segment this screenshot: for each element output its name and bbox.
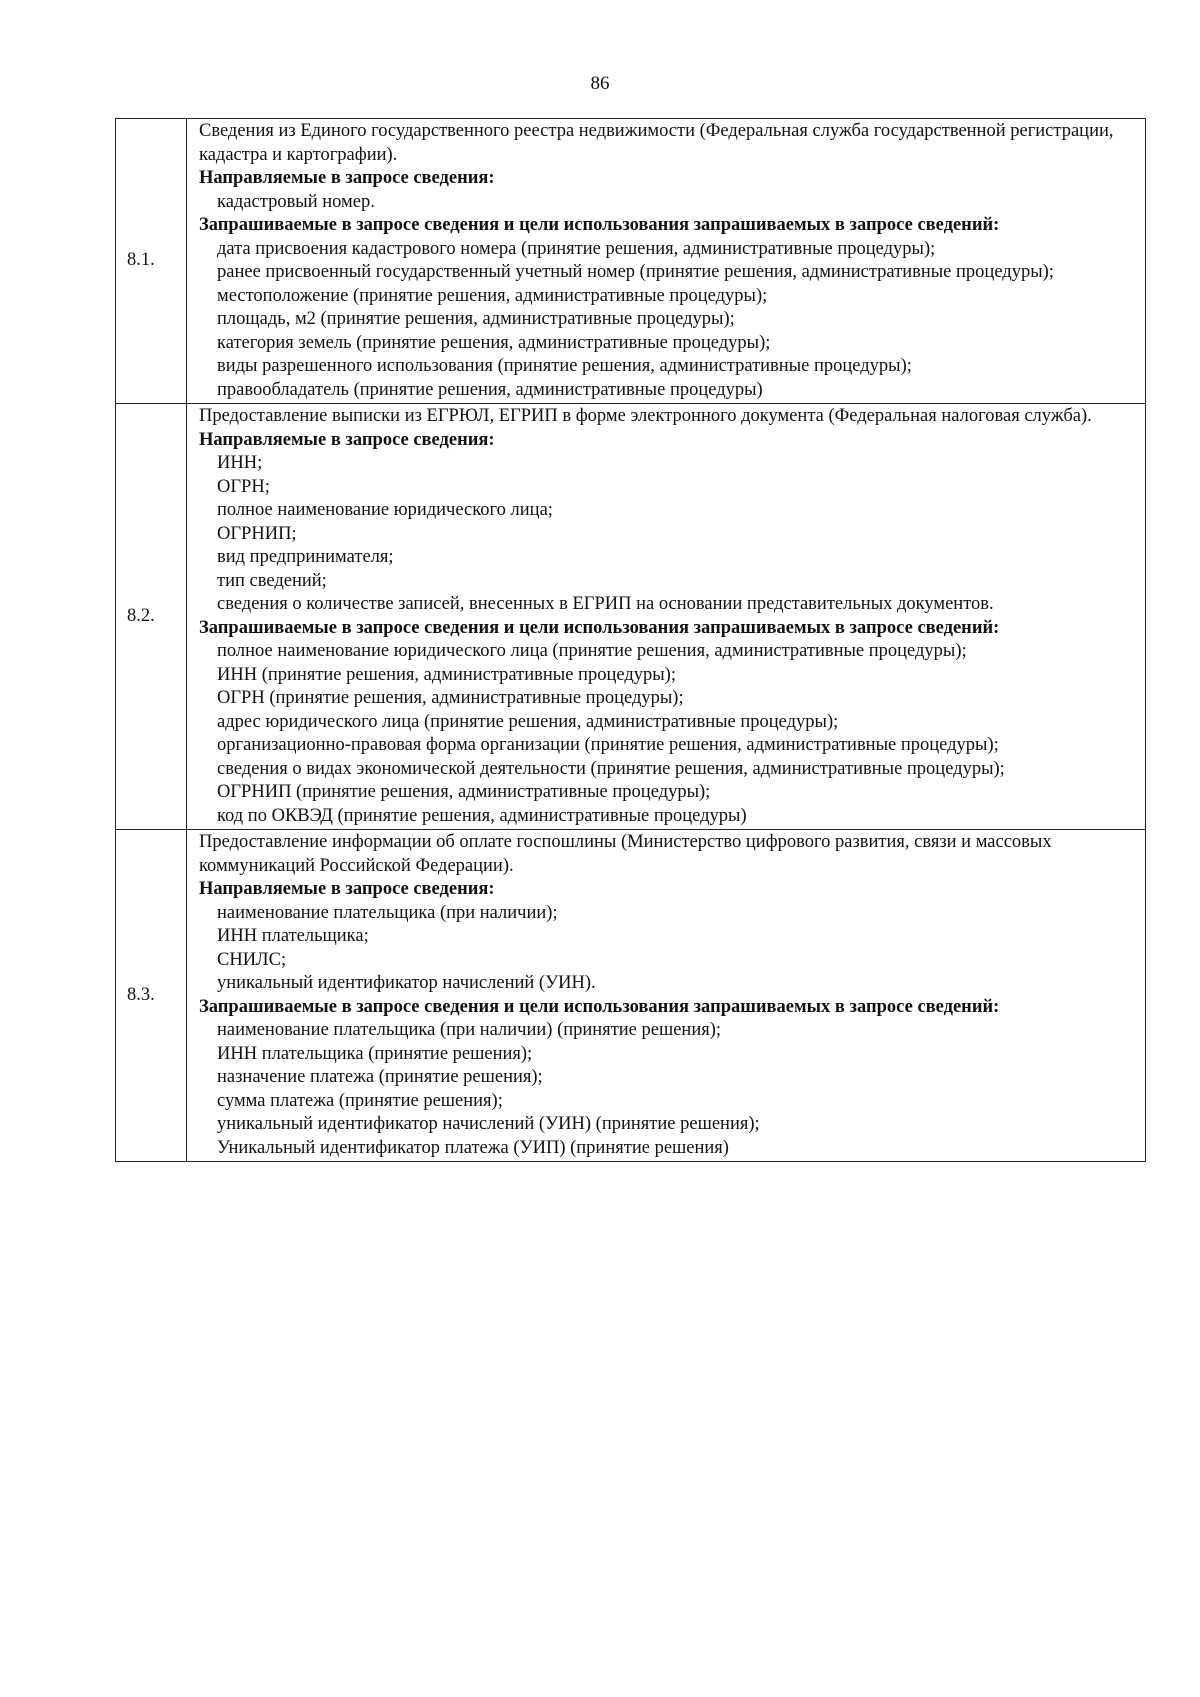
sent-item: ИНН плательщика; — [217, 926, 369, 946]
requested-item: ИНН (принятие решения, административные процедуры); — [217, 664, 676, 685]
row-content — [187, 404, 1146, 830]
sent-heading: Направляемые в запросе сведения: — [199, 168, 495, 188]
page-number: 86 — [590, 73, 610, 94]
requested-item: сумма платежа (принятие решения); — [217, 1090, 503, 1111]
requested-heading: Запрашиваемые в запросе сведения и цели использования запрашиваемых в запросе сведений: — [199, 617, 1000, 638]
requested-item: категория земель (принятие решения, административные процедуры); — [217, 332, 771, 353]
requested-item: площадь, м2 (принятие решения, административные процедуры); — [217, 309, 735, 329]
row-content — [187, 119, 1146, 404]
requested-item: наименование плательщика (при наличии) (принятие решения); — [217, 1020, 722, 1040]
sent-item: наименование плательщика (при наличии); — [217, 902, 558, 923]
requested-item: полное наименование юридического лица (принятие решения, административные процедуры); — [217, 641, 967, 661]
table-body — [116, 119, 1146, 1162]
row-content — [187, 830, 1146, 1162]
table-row — [116, 119, 1146, 404]
requested-item: местоположение (принятие решения, административные процедуры); — [217, 285, 768, 306]
table-row — [116, 404, 1146, 830]
sent-item: ОГРНИП; — [217, 523, 297, 544]
info-request-table — [115, 118, 1146, 1162]
sent-item: уникальный идентификатор начислений (УИН). — [217, 973, 596, 993]
requested-heading: Запрашиваемые в запросе сведения и цели использования запрашиваемых в запросе сведений: — [199, 996, 1000, 1017]
sent-item: СНИЛС; — [217, 949, 287, 970]
sent-item: тип сведений; — [217, 570, 327, 591]
requested-item: ОГРНИП (принятие решения, административные процедуры); — [217, 782, 711, 802]
requested-item: адрес юридического лица (принятие решения, административные процедуры); — [217, 711, 839, 732]
requested-item: организационно-правовая форма организации (принятие решения, административные процедуры); — [217, 735, 999, 755]
row-title: Предоставление выписки из ЕГРЮЛ, ЕГРИП в форме электронного документа (Федеральная налоговая служба). — [199, 406, 1092, 426]
sent-heading: Направляемые в запросе сведения: — [199, 429, 495, 450]
sent-item: ОГРН; — [217, 476, 270, 497]
row-number: 8.3. — [116, 830, 187, 1162]
sent-item: вид предпринимателя; — [217, 547, 394, 567]
row-number: 8.2. — [116, 404, 187, 830]
requested-item: Уникальный идентификатор платежа (УИП) (принятие решения) — [217, 1137, 729, 1158]
row-number: 8.1. — [116, 119, 187, 404]
requested-item: правообладатель (принятие решения, административные процедуры) — [217, 379, 763, 400]
row-title: Сведения из Единого государственного реестра недвижимости (Федеральная служба государственной регистрации, кадастра и картографии). — [199, 121, 1114, 165]
requested-item: виды разрешенного использования (принятие решения, административные процедуры); — [217, 356, 912, 376]
row-title: Предоставление информации об оплате госпошлины (Министерство цифрового развития, связи и массовых коммуникаций Российской Федерации). — [199, 832, 1052, 876]
requested-item: ОГРН (принятие решения, административные процедуры); — [217, 688, 684, 708]
requested-heading: Запрашиваемые в запросе сведения и цели использования запрашиваемых в запросе сведений: — [199, 215, 1000, 235]
requested-item: ранее присвоенный государственный учетный номер (принятие решения, административные процедуры); — [217, 262, 1054, 282]
requested-item: ИНН плательщика (принятие решения); — [217, 1043, 533, 1064]
requested-item: дата присвоения кадастрового номера (принятие решения, административные процедуры); — [217, 238, 936, 259]
sent-item: кадастровый номер. — [217, 191, 375, 212]
sent-item: полное наименование юридического лица; — [217, 500, 553, 520]
requested-item: уникальный идентификатор начислений (УИН) (принятие решения); — [217, 1114, 760, 1134]
requested-item: сведения о видах экономической деятельности (принятие решения, административные процедуры); — [217, 758, 1005, 779]
sent-item: сведения о количестве записей, внесенных в ЕГРИП на основании представительных документов. — [217, 594, 994, 614]
requested-item: назначение платежа (принятие решения); — [217, 1067, 543, 1087]
sent-heading: Направляемые в запросе сведения: — [199, 879, 495, 899]
sent-item: ИНН; — [217, 453, 263, 473]
requested-item: код по ОКВЭД (принятие решения, административные процедуры) — [217, 805, 747, 826]
table-row — [116, 830, 1146, 1162]
